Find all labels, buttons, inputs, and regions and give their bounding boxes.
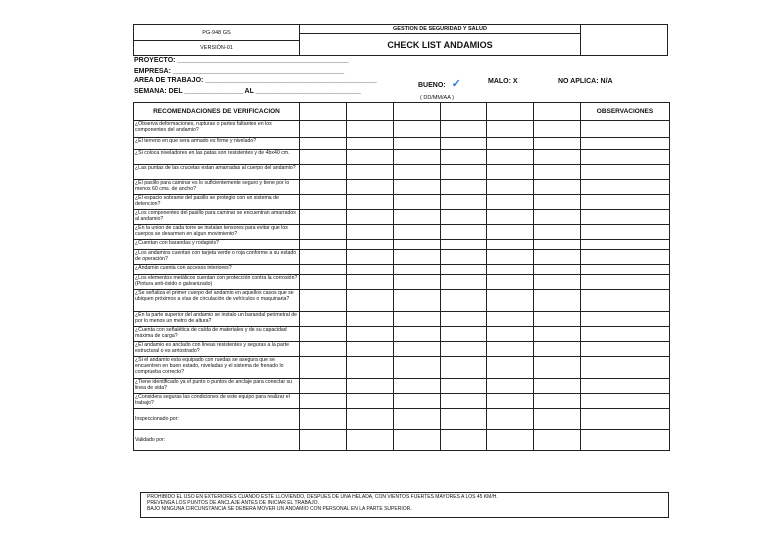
check-cell[interactable] bbox=[487, 342, 534, 357]
check-cell[interactable] bbox=[300, 342, 347, 357]
observation-cell[interactable] bbox=[581, 265, 670, 275]
signature-cell[interactable] bbox=[441, 409, 487, 430]
check-cell[interactable] bbox=[441, 195, 487, 210]
signature-cell[interactable] bbox=[487, 430, 534, 451]
check-cell[interactable] bbox=[394, 250, 441, 265]
checklist-table bbox=[133, 102, 670, 451]
validado-label: Validado por: bbox=[134, 430, 300, 451]
table-row bbox=[134, 327, 670, 342]
check-cell[interactable] bbox=[534, 150, 581, 165]
check-cell[interactable] bbox=[394, 357, 441, 379]
check-cell[interactable] bbox=[487, 180, 534, 195]
check-cell[interactable] bbox=[300, 121, 347, 138]
check-cell[interactable] bbox=[347, 357, 394, 379]
check-cell[interactable] bbox=[347, 250, 394, 265]
question-cell: ¿Observa deformaciones, rupturas o partes faltantes en los componentes del andamio? bbox=[134, 121, 300, 138]
check-cell[interactable] bbox=[347, 138, 394, 150]
observation-cell[interactable] bbox=[581, 342, 670, 357]
check-cell[interactable] bbox=[441, 180, 487, 195]
check-cell[interactable] bbox=[300, 250, 347, 265]
check-cell[interactable] bbox=[441, 210, 487, 225]
check-cell[interactable] bbox=[347, 290, 394, 312]
check-cell[interactable] bbox=[347, 121, 394, 138]
check-cell[interactable] bbox=[534, 379, 581, 394]
check-cell[interactable] bbox=[347, 210, 394, 225]
check-cell[interactable] bbox=[441, 138, 487, 150]
question-cell: ¿Considera seguras las condiciones de este equipo para realizar el trabajo? bbox=[134, 394, 300, 409]
validado-row bbox=[134, 430, 670, 451]
check-cell[interactable] bbox=[441, 312, 487, 327]
check-cell[interactable] bbox=[441, 357, 487, 379]
question-cell: ¿El andamio es anclado con lineas resistentes y seguras a la parte estructural o es arriostrado? bbox=[134, 342, 300, 357]
observation-cell[interactable] bbox=[581, 225, 670, 240]
table-row bbox=[134, 265, 670, 275]
question-cell: ¿Cuentan con barandas y rodapiés? bbox=[134, 240, 300, 250]
check-cell[interactable] bbox=[487, 312, 534, 327]
check-cell[interactable] bbox=[534, 265, 581, 275]
check-cell[interactable] bbox=[534, 138, 581, 150]
check-cell[interactable] bbox=[487, 327, 534, 342]
table-row bbox=[134, 379, 670, 394]
check-cell[interactable] bbox=[534, 342, 581, 357]
check-cell[interactable] bbox=[534, 290, 581, 312]
question-cell: ¿El pasillo para caminar es lo suficientemente seguro y tiene por lo menos 60 cms. de ancho? bbox=[134, 180, 300, 195]
question-cell: ¿Tiene identificado ya el punto o puntos de anclaje para conectar su linea de vida? bbox=[134, 379, 300, 394]
signature-cell[interactable] bbox=[581, 430, 670, 451]
check-cell[interactable] bbox=[347, 150, 394, 165]
check-cell[interactable] bbox=[300, 138, 347, 150]
question-cell: ¿Las puntas de las crucetas estan amarradas al cuerpo del andamio? bbox=[134, 165, 300, 180]
observation-cell[interactable] bbox=[581, 312, 670, 327]
check-cell[interactable] bbox=[300, 165, 347, 180]
signature-cell[interactable] bbox=[441, 430, 487, 451]
check-cell[interactable] bbox=[487, 121, 534, 138]
check-cell[interactable] bbox=[347, 342, 394, 357]
check-cell[interactable] bbox=[487, 379, 534, 394]
check-cell[interactable] bbox=[487, 150, 534, 165]
legend-no-aplica: NO APLICA: N/A bbox=[558, 78, 613, 85]
check-cell[interactable] bbox=[394, 290, 441, 312]
observation-cell[interactable] bbox=[581, 290, 670, 312]
check-cell[interactable] bbox=[394, 327, 441, 342]
doc-title: CHECK LIST ANDAMIOS bbox=[387, 40, 493, 50]
check-cell[interactable] bbox=[441, 165, 487, 180]
signature-cell[interactable] bbox=[347, 430, 394, 451]
check-cell[interactable] bbox=[441, 342, 487, 357]
legend-malo: MALO: X bbox=[488, 78, 518, 85]
check-cell[interactable] bbox=[487, 265, 534, 275]
check-cell[interactable] bbox=[394, 121, 441, 138]
question-cell: ¿Andamio cuenta con accesos interiores? bbox=[134, 265, 300, 275]
signature-cell[interactable] bbox=[487, 409, 534, 430]
header-logo-cell bbox=[580, 24, 668, 56]
question-cell: ¿El terreno en que sera armado es firme y nivelado? bbox=[134, 138, 300, 150]
check-cell[interactable] bbox=[534, 312, 581, 327]
check-cell[interactable] bbox=[487, 240, 534, 250]
check-cell[interactable] bbox=[441, 275, 487, 290]
field-semana: SEMANA: DEL _______________ AL ___________________________ bbox=[134, 88, 361, 95]
field-proyecto: PROYECTO: ____________________________________________ bbox=[134, 57, 349, 64]
field-empresa: EMPRESA: ____________________________________________ bbox=[134, 68, 345, 75]
header-title-cell bbox=[299, 24, 581, 56]
observation-cell[interactable] bbox=[581, 180, 670, 195]
check-cell[interactable] bbox=[300, 210, 347, 225]
check-cell[interactable] bbox=[441, 150, 487, 165]
check-cell[interactable] bbox=[300, 327, 347, 342]
check-cell[interactable] bbox=[534, 195, 581, 210]
inspeccionado-row bbox=[134, 409, 670, 430]
check-cell[interactable] bbox=[394, 180, 441, 195]
check-cell[interactable] bbox=[347, 225, 394, 240]
observation-cell[interactable] bbox=[581, 379, 670, 394]
check-cell[interactable] bbox=[394, 265, 441, 275]
question-cell: ¿El espacio sobrante del pasillo se protegio con un sistema de detencion? bbox=[134, 195, 300, 210]
check-cell[interactable] bbox=[487, 275, 534, 290]
checklist-rows bbox=[134, 121, 670, 451]
note-line: PROHIBIDO EL USO EN EXTERIORES CUANDO ESTE LLOVIENDO, DESPUES DE UNA HELADA, CON VIENTOS FUERTES MAYORES A LOS 45 KM/H. bbox=[147, 494, 498, 500]
observation-cell[interactable] bbox=[581, 195, 670, 210]
col-observaciones: OBSERVACIONES bbox=[581, 103, 670, 121]
check-cell[interactable] bbox=[300, 180, 347, 195]
header-code-cell bbox=[133, 24, 300, 41]
signature-cell[interactable] bbox=[394, 409, 441, 430]
check-cell[interactable] bbox=[347, 240, 394, 250]
signature-cell[interactable] bbox=[581, 409, 670, 430]
legend-bueno bbox=[418, 77, 461, 90]
observation-cell[interactable] bbox=[581, 210, 670, 225]
doc-code: PG-948 GS bbox=[202, 30, 231, 36]
check-cell[interactable] bbox=[394, 195, 441, 210]
table-row bbox=[134, 180, 670, 195]
check-cell[interactable] bbox=[394, 394, 441, 409]
table-row bbox=[134, 165, 670, 180]
check-cell[interactable] bbox=[347, 180, 394, 195]
question-cell: ¿Cuenta con señalética de caída de materiales y de su capacidad máxima de carga? bbox=[134, 327, 300, 342]
check-cell[interactable] bbox=[347, 275, 394, 290]
check-cell[interactable] bbox=[441, 225, 487, 240]
check-cell[interactable] bbox=[300, 265, 347, 275]
check-cell[interactable] bbox=[347, 312, 394, 327]
table-row bbox=[134, 357, 670, 379]
check-cell[interactable] bbox=[487, 165, 534, 180]
signature-cell[interactable] bbox=[300, 430, 347, 451]
check-cell[interactable] bbox=[487, 195, 534, 210]
check-cell[interactable] bbox=[300, 225, 347, 240]
check-cell[interactable] bbox=[534, 180, 581, 195]
check-cell[interactable] bbox=[441, 290, 487, 312]
table-row bbox=[134, 240, 670, 250]
inspeccionado-label: Inspeccionado por: bbox=[134, 409, 300, 430]
table-row bbox=[134, 195, 670, 210]
table-row bbox=[134, 394, 670, 409]
check-cell[interactable] bbox=[534, 327, 581, 342]
table-row bbox=[134, 225, 670, 240]
signature-cell[interactable] bbox=[394, 430, 441, 451]
check-cell[interactable] bbox=[487, 394, 534, 409]
check-cell[interactable] bbox=[300, 394, 347, 409]
check-cell[interactable] bbox=[534, 275, 581, 290]
check-cell[interactable] bbox=[300, 195, 347, 210]
safety-notes bbox=[140, 492, 669, 518]
check-cell[interactable] bbox=[441, 327, 487, 342]
observation-cell[interactable] bbox=[581, 394, 670, 409]
signature-cell[interactable] bbox=[300, 409, 347, 430]
question-cell: ¿En la union de cada torre se instalan tensores para evitar que los cuerpos se desarmen en algun movimiento? bbox=[134, 225, 300, 240]
check-cell[interactable] bbox=[300, 357, 347, 379]
check-cell[interactable] bbox=[300, 240, 347, 250]
check-cell[interactable] bbox=[487, 250, 534, 265]
doc-version: VERSIÓN-01 bbox=[200, 45, 233, 51]
check-cell[interactable] bbox=[441, 121, 487, 138]
check-cell[interactable] bbox=[394, 379, 441, 394]
question-cell: ¿Se señaliza el primer cuerpo del andamio en aquellos casos que se ubiquen próximos a vías de circulación de vehículos o maquinaria? bbox=[134, 290, 300, 312]
signature-cell[interactable] bbox=[347, 409, 394, 430]
observation-cell[interactable] bbox=[581, 138, 670, 150]
check-cell[interactable] bbox=[300, 379, 347, 394]
observation-cell[interactable] bbox=[581, 357, 670, 379]
observation-cell[interactable] bbox=[581, 150, 670, 165]
table-row bbox=[134, 290, 670, 312]
check-cell[interactable] bbox=[487, 357, 534, 379]
signature-cell[interactable] bbox=[534, 430, 581, 451]
check-cell[interactable] bbox=[534, 240, 581, 250]
table-row bbox=[134, 275, 670, 290]
check-cell[interactable] bbox=[347, 265, 394, 275]
check-cell[interactable] bbox=[300, 312, 347, 327]
observation-cell[interactable] bbox=[581, 327, 670, 342]
check-cell[interactable] bbox=[487, 290, 534, 312]
check-icon: ✓ bbox=[451, 78, 461, 90]
observation-cell[interactable] bbox=[581, 275, 670, 290]
doc-area: GESTION DE SEGURIDAD Y SALUD bbox=[300, 25, 580, 34]
check-cell[interactable] bbox=[300, 290, 347, 312]
table-row bbox=[134, 138, 670, 150]
check-cell[interactable] bbox=[347, 394, 394, 409]
signature-cell[interactable] bbox=[534, 409, 581, 430]
table-row bbox=[134, 250, 670, 265]
table-row bbox=[134, 210, 670, 225]
check-cell[interactable] bbox=[441, 250, 487, 265]
check-cell[interactable] bbox=[394, 312, 441, 327]
check-cell[interactable] bbox=[394, 275, 441, 290]
table-row bbox=[134, 150, 670, 165]
check-cell[interactable] bbox=[394, 240, 441, 250]
check-cell[interactable] bbox=[441, 379, 487, 394]
check-cell[interactable] bbox=[534, 210, 581, 225]
check-cell[interactable] bbox=[394, 138, 441, 150]
check-cell[interactable] bbox=[347, 195, 394, 210]
header-version-cell bbox=[133, 40, 300, 56]
observation-cell[interactable] bbox=[581, 250, 670, 265]
check-cell[interactable] bbox=[487, 225, 534, 240]
check-cell[interactable] bbox=[394, 225, 441, 240]
field-area-trabajo: AREA DE TRABAJO: ____________________________________________ bbox=[134, 77, 377, 84]
check-cell[interactable] bbox=[300, 150, 347, 165]
question-cell: ¿Los componentes del pasillo para caminar se encuentran amarrados al andamio? bbox=[134, 210, 300, 225]
check-cell[interactable] bbox=[487, 210, 534, 225]
observation-cell[interactable] bbox=[581, 165, 670, 180]
check-cell[interactable] bbox=[394, 165, 441, 180]
check-cell[interactable] bbox=[394, 210, 441, 225]
check-cell[interactable] bbox=[441, 265, 487, 275]
check-cell[interactable] bbox=[441, 394, 487, 409]
check-cell[interactable] bbox=[441, 240, 487, 250]
question-cell: ¿Si coloca niveladores en las patas son resistentes y de 4bx40 cm. bbox=[134, 150, 300, 165]
check-cell[interactable] bbox=[347, 379, 394, 394]
question-cell: ¿En la parte superior del andamio se instalo un barandal perimetral de por lo menos un metro de altura? bbox=[134, 312, 300, 327]
check-cell[interactable] bbox=[487, 138, 534, 150]
check-cell[interactable] bbox=[534, 250, 581, 265]
check-cell[interactable] bbox=[534, 357, 581, 379]
question-cell: ¿Los andamios cuentan con tarjeta verde o roja conforme a su estado de operación? bbox=[134, 250, 300, 265]
table-row bbox=[134, 342, 670, 357]
legend-bueno-label: BUENO: bbox=[418, 82, 446, 89]
check-cell[interactable] bbox=[394, 150, 441, 165]
check-cell[interactable] bbox=[300, 275, 347, 290]
observation-cell[interactable] bbox=[581, 240, 670, 250]
note-line: PREVENGA LOS PUNTOS DE ANCLAJE ANTES DE INICIAR EL TRABAJO. bbox=[147, 500, 319, 506]
table-row bbox=[134, 312, 670, 327]
table-header-row bbox=[134, 103, 670, 121]
question-cell: ¿Los elementos metálicos cuentan con protección contra la corrosión? (Pintura anti-óxido o galvanizado) bbox=[134, 275, 300, 290]
table-row bbox=[134, 121, 670, 138]
observation-cell[interactable] bbox=[581, 121, 670, 138]
check-cell[interactable] bbox=[394, 342, 441, 357]
check-cell[interactable] bbox=[347, 165, 394, 180]
check-cell[interactable] bbox=[534, 225, 581, 240]
check-cell[interactable] bbox=[534, 121, 581, 138]
check-cell[interactable] bbox=[534, 165, 581, 180]
col-recomendaciones: RECOMENDACIONES DE VERIFICACION bbox=[134, 103, 300, 121]
check-cell[interactable] bbox=[534, 394, 581, 409]
date-hint: ( DD/MM/AA ) bbox=[420, 95, 454, 101]
check-cell[interactable] bbox=[347, 327, 394, 342]
note-line: BAJO NINGUNA CIRCUNSTANCIA SE DEBERA MOVER UN ANDAMIO CON PERSONAL EN LA PARTE SUPERIOR. bbox=[147, 506, 412, 512]
question-cell: ¿Si el andamio esta equipado con ruedas se asegura que se encuentren en buen estado, niveladas y el sistema de frenado lo comprueba correcto? bbox=[134, 357, 300, 379]
